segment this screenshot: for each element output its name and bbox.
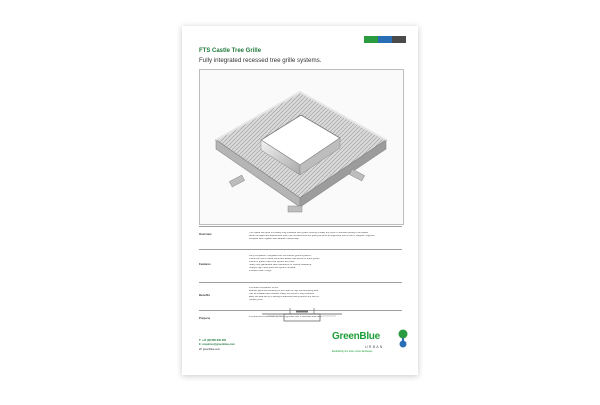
text-line: Frame of grated mesh tree system and infills.	[249, 261, 295, 263]
divider	[199, 282, 402, 283]
text-line: Promote soil conservation by fixing tightness over a recessed tree base.	[249, 316, 323, 318]
section-label: Overview	[199, 232, 212, 236]
email-address[interactable]: E: enquiries@greenblue.com	[199, 343, 235, 347]
product-image	[199, 69, 404, 225]
text-line: complete with irrigation and aeration directionally.	[249, 238, 300, 240]
text-line: Included mesh fixings.	[249, 270, 272, 272]
divider	[199, 226, 402, 227]
section-label: Features	[199, 262, 211, 266]
text-line: Can be installed and retained readily into some of step locations.	[249, 293, 315, 295]
section-text	[249, 255, 399, 273]
text-line: The Castle tree grille is a heavy duty recessed tree system offering virtually any style of recessed paving to be placed	[249, 232, 369, 234]
green-bar	[364, 36, 378, 43]
section-label: Benefits	[199, 293, 211, 297]
text-line: within the steps and area around tree in at the same level the paving ensures all supported tree at one or stepped. Supplied	[249, 235, 375, 237]
spec-sheet-page	[182, 26, 418, 375]
text-line: Frame with 60mm deep frame and allows max above for trees growth.	[249, 258, 321, 260]
brand-color-bars	[364, 36, 406, 43]
divider	[199, 249, 402, 250]
brand-name: GreenBlue	[332, 331, 380, 342]
grey-bar	[392, 36, 406, 43]
page-title: FTS Castle Tree Grille	[199, 48, 262, 54]
website-link[interactable]: W: greenblue.com	[199, 347, 221, 351]
text-line: Easy the area set up of lasting a seamless paving around the tree pit.	[249, 296, 320, 298]
section-text	[249, 287, 399, 302]
cross-section-diagram	[262, 305, 342, 323]
tree-logo-icon	[397, 329, 409, 349]
text-line: Promotes compaction of soil.	[249, 287, 279, 289]
text-line: Heavy duty galvanised steel framework for vehicle resistance.	[249, 264, 312, 266]
text-line: Enables generous surfacing to and near the high concentrating area.	[249, 290, 319, 292]
brand-tagline: Establishing the future urban landscape	[332, 351, 373, 353]
text-line: Straight high frame joints set system included.	[249, 267, 296, 269]
section-label: Purpose	[199, 316, 211, 320]
greenblue-logo	[332, 329, 408, 359]
contact-details	[199, 339, 235, 352]
phone-number[interactable]: T: +44 (0)1580 830 800	[199, 339, 227, 342]
section-text	[249, 232, 399, 241]
text-line: Fully compatible / integrates with GB Flexter ground systems.	[249, 255, 312, 257]
blue-bar	[378, 36, 392, 43]
text-line: Tamper proof.	[249, 299, 264, 301]
brand-sub: URBAN	[365, 345, 384, 349]
page-subtitle: Fully integrated recessed tree grille systems.	[199, 57, 322, 64]
tree-grille-illustration	[200, 70, 403, 224]
